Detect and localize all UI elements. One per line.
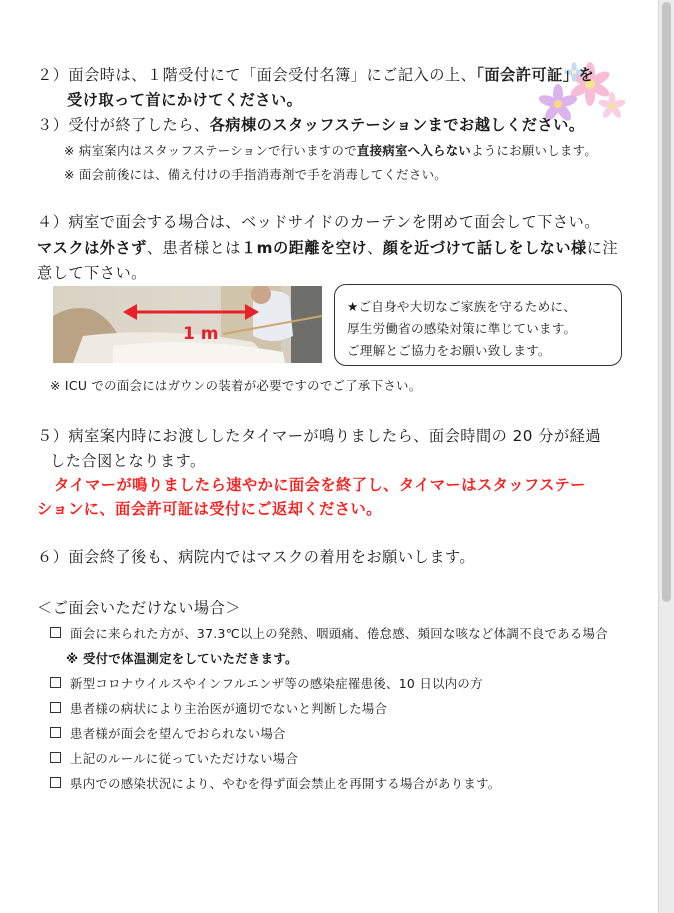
staff-station-emphasis: 各病棟のスタッフステーションまでお越しください。	[209, 116, 585, 134]
restriction-text: 上記のルールに従っていただけない場合	[70, 751, 299, 766]
item-6-line-1: ６）面会終了後も、病院内ではマスクの着用をお願いします。	[37, 548, 476, 566]
restriction-item-5	[50, 749, 298, 767]
callout-line-3: ご理解とご協力をお願い致します。	[347, 343, 551, 358]
item-3-note-2: ※ 面会前後には、備え付けの手指消毒剤で手を消毒してください。	[64, 167, 447, 182]
restriction-text: 面会に来られた方が、37.3℃以上の発熱、咽頭痛、倦怠感、頻回な咳など体調不良である場合	[70, 626, 608, 641]
item-3-note-1	[64, 141, 597, 159]
temperature-check-note: ※ 受付で体温測定をしていただきます。	[66, 651, 298, 666]
item-4-text: 、患者様とは	[146, 239, 241, 257]
permit-name-emphasis: 「面会許可証」を	[476, 66, 595, 84]
item-2-text: ２）面会時は、１階受付にて「面会受付名簿」にご記入の上、	[37, 66, 477, 84]
note-text-end: ようにお願いします。	[471, 143, 598, 158]
checkbox-icon	[50, 752, 61, 763]
restriction-item-1	[50, 624, 608, 642]
checkbox-icon	[50, 777, 61, 788]
item-3-text: ３）受付が終了したら、	[37, 116, 210, 134]
distance-emphasis: １mの距離を空け	[240, 239, 368, 257]
item-5-warning-line-1: タイマーが鳴りましたら速やかに面会を終了し、タイマーはスタッフステー	[54, 476, 586, 494]
callout-line-1: ★ご自身や大切なご家族を守るために、	[347, 299, 576, 314]
restriction-text: 県内での感染状況により、やむを得ず面会禁止を再開する場合があります。	[70, 776, 501, 791]
bedside-photo	[53, 286, 322, 363]
scrollbar-thumb[interactable]	[662, 2, 671, 602]
checkbox-icon	[50, 702, 61, 713]
vertical-scrollbar[interactable]	[658, 0, 674, 913]
restriction-item-3	[50, 699, 387, 717]
restrictions-heading: ＜ご面会いただけない場合＞	[37, 599, 241, 617]
restriction-item-4	[50, 724, 286, 742]
distance-label: 1 m	[183, 324, 219, 344]
item-2-line-2: 受け取って首にかけてください。	[67, 91, 303, 109]
restriction-text: 新型コロナウイルスやインフルエンザ等の感染症罹患後、10 日以内の方	[70, 676, 483, 691]
icu-note: ※ ICU での面会にはガウンの装着が必要ですのでご了承下さい。	[50, 378, 422, 393]
note-text: ※ 病室案内はスタッフステーションで行いますので	[64, 143, 357, 158]
restriction-text: 患者様が面会を望んでおられない場合	[70, 726, 286, 741]
checkbox-icon	[50, 727, 61, 738]
restriction-item-2	[50, 674, 483, 692]
restriction-text: 患者様の病状により主治医が適切でないと判断した場合	[70, 701, 388, 716]
no-mask-removal-emphasis: マスクは外さず	[37, 239, 147, 257]
item-2-line-1	[37, 64, 594, 85]
item-4-text-end: に注	[586, 239, 619, 257]
item-5-warning-line-2: ションに、面会許可証は受付にご返却ください。	[37, 500, 382, 518]
infection-control-callout	[334, 284, 622, 366]
item-4-line-1: ４）病室で面会する場合は、ベッドサイドのカーテンを閉めて面会して下さい。	[37, 213, 600, 231]
item-5-line-2: した合図となります。	[50, 452, 206, 470]
item-3-line-1	[37, 114, 585, 135]
item-4-comma: 、	[367, 239, 383, 257]
item-4-line-2	[37, 237, 618, 258]
callout-line-2: 厚生労働省の感染対策に準じています。	[347, 321, 577, 336]
restriction-item-6	[50, 774, 501, 792]
checkbox-icon	[50, 627, 61, 638]
no-direct-entry-emphasis: 直接病室へ入らない	[356, 143, 472, 158]
item-5-line-1: ５）病室案内時にお渡ししたタイマーが鳴りましたら、面会時間の 20 分が経過	[37, 427, 602, 445]
no-close-talk-emphasis: 顔を近づけて話しをしない様	[382, 239, 587, 257]
checkbox-icon	[50, 677, 61, 688]
item-4-line-3: 意して下さい。	[37, 264, 147, 282]
